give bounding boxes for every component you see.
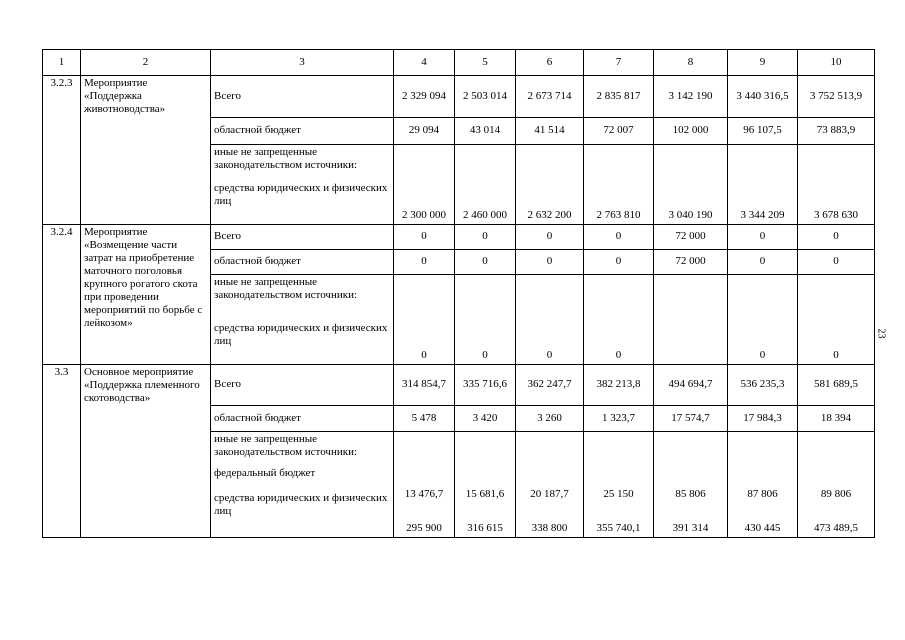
value-cell: 87 806 [747,488,778,500]
row-label: областной бюджет [211,406,394,432]
row-code: 3.2.4 [43,224,81,249]
row-title: Мероприятие «Возмещение части затрат на приобретение маточного поголовья крупного рогатого скота при проведении мероприятий по борьбе с лейкозом» [81,224,211,364]
header-cell: 8 [654,50,728,76]
value-cell: 314 854,7 [394,364,455,406]
row-label: федеральный бюджет [214,467,316,479]
value-cell: 43 014 [455,117,516,144]
row-label: иные не запрещенные законодательством источники: [214,433,358,458]
value-cell: 0 [798,249,875,274]
value-cell: 295 900 [406,522,442,534]
value-cell: 29 094 [394,117,455,144]
value-cell: 0 [584,224,654,249]
value-cell: 0 [516,249,584,274]
value-cell: 3 752 513,9 [798,76,875,118]
value-cell: 335 716,6 [455,364,516,406]
value-cell: 3 344 209 [728,144,798,224]
value-cell: 0 [455,224,516,249]
value-cell: 430 445 [744,522,781,534]
value-cell: 2 673 714 [516,76,584,118]
value-cell: 2 632 200 [516,144,584,224]
row-label: Всего [211,224,394,249]
value-cell-stack [584,432,654,538]
value-cell: 0 [728,224,798,249]
row-title: Основное мероприятие «Поддержка племенного скотоводства» [81,364,211,406]
value-cell: 3 040 190 [654,144,728,224]
header-cell: 3 [211,50,394,76]
value-cell: 1 323,7 [584,406,654,432]
value-cell: 17 984,3 [728,406,798,432]
header-cell: 6 [516,50,584,76]
value-cell: 3 260 [516,406,584,432]
value-cell: 13 476,7 [404,488,444,500]
table-row [43,406,875,432]
row-label: иные не запрещенные законодательством источники: [214,275,358,301]
value-cell: 338 800 [531,522,568,534]
value-cell: 2 329 094 [394,76,455,118]
value-cell: 3 440 316,5 [728,76,798,118]
header-cell: 4 [394,50,455,76]
value-cell: 102 000 [654,117,728,144]
table-row [43,224,875,249]
row-label: иные не запрещенные законодательством источники: [214,145,358,171]
header-cell: 10 [798,50,875,76]
value-cell: 316 615 [467,522,503,534]
header-cell: 1 [43,50,81,76]
row-label-block [211,432,394,538]
value-cell: 382 213,8 [584,364,654,406]
value-cell: 0 [728,274,798,364]
value-cell [654,274,728,364]
header-row [43,50,875,76]
value-cell: 18 394 [798,406,875,432]
value-cell: 2 763 810 [584,144,654,224]
value-cell: 96 107,5 [728,117,798,144]
value-cell: 2 835 817 [584,76,654,118]
value-cell-stack [455,432,516,538]
value-cell: 0 [394,224,455,249]
value-cell: 2 300 000 [394,144,455,224]
value-cell: 5 478 [394,406,455,432]
value-cell: 72 000 [654,249,728,274]
value-cell: 3 678 630 [798,144,875,224]
row-label: средства юридических и физических лиц [214,181,388,207]
row-label: областной бюджет [211,117,394,144]
value-cell: 0 [584,249,654,274]
value-cell-stack [728,432,798,538]
row-label: областной бюджет [211,249,394,274]
value-cell: 0 [798,274,875,364]
row-label: средства юридических и физических лиц [214,492,388,517]
value-cell-stack [516,432,584,538]
value-cell: 72 000 [654,224,728,249]
value-cell: 494 694,7 [654,364,728,406]
row-label: Всего [211,76,394,118]
value-cell: 581 689,5 [798,364,875,406]
value-cell: 0 [455,274,516,364]
row-code: 3.2.3 [43,76,81,118]
row-label: Всего [211,364,394,406]
value-cell: 85 806 [675,488,706,500]
value-cell: 0 [728,249,798,274]
row-label: средства юридических и физических лиц [214,321,388,347]
row-title: Мероприятие «Поддержка животноводства» [81,76,211,118]
value-cell: 89 806 [820,488,852,500]
value-cell: 3 142 190 [654,76,728,118]
value-cell: 2 460 000 [455,144,516,224]
value-cell-stack [654,432,728,538]
value-cell: 473 489,5 [814,522,858,534]
value-cell: 72 007 [584,117,654,144]
table-row [43,117,875,144]
table-row [43,432,875,538]
table-row [43,144,875,224]
header-cell: 2 [81,50,211,76]
value-cell: 0 [394,274,455,364]
page-number: 23 [875,328,887,339]
value-cell: 0 [516,274,584,364]
header-cell: 7 [584,50,654,76]
value-cell: 73 883,9 [798,117,875,144]
header-cell: 5 [455,50,516,76]
value-cell: 362 247,7 [516,364,584,406]
value-cell-stack [798,432,875,538]
value-cell: 15 681,6 [465,488,505,500]
row-code: 3.3 [43,364,81,406]
row-label-block [211,144,394,224]
value-cell: 17 574,7 [654,406,728,432]
value-cell: 2 503 014 [455,76,516,118]
value-cell: 0 [394,249,455,274]
value-cell: 0 [455,249,516,274]
value-cell: 25 150 [603,488,634,500]
table-row [43,364,875,406]
value-cell: 536 235,3 [728,364,798,406]
value-cell: 391 314 [672,522,709,534]
value-cell: 3 420 [455,406,516,432]
value-cell: 0 [516,224,584,249]
funding-table [42,49,875,538]
value-cell: 20 187,7 [530,488,569,500]
row-label-block [211,274,394,364]
table-row [43,76,875,118]
value-cell: 0 [584,274,654,364]
value-cell: 355 740,1 [596,522,641,534]
header-cell: 9 [728,50,798,76]
value-cell: 41 514 [516,117,584,144]
value-cell: 0 [798,224,875,249]
value-cell-stack [394,432,455,538]
